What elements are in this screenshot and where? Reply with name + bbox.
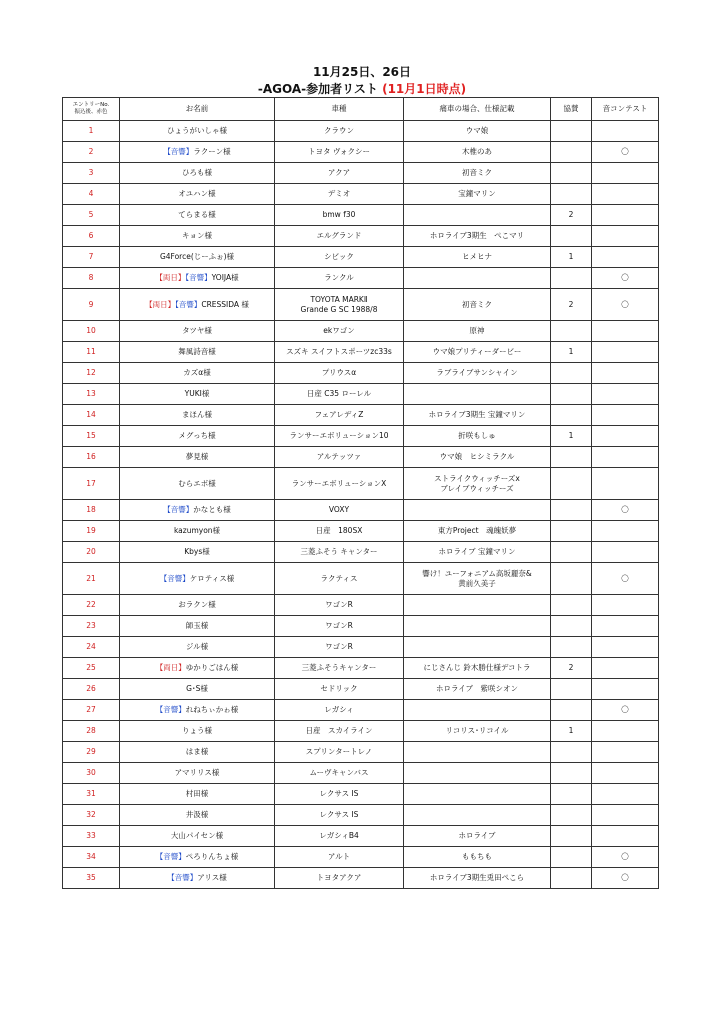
sound-tag: 【音響】 [185, 273, 212, 282]
car-cell: クラウン [275, 121, 404, 142]
table-row [63, 426, 659, 447]
header-entry-no: エントリーNo. 振込後、赤色 [63, 98, 120, 121]
entry-no-cell: 10 [63, 321, 120, 342]
sponsor-cell [551, 384, 592, 405]
entry-no-cell: 19 [63, 521, 120, 542]
car-cell: シビック [275, 247, 404, 268]
car-cell: 日産 C35 ローレル [275, 384, 404, 405]
table-row [63, 847, 659, 868]
sponsor-cell [551, 637, 592, 658]
table-row [63, 342, 659, 363]
itasha-spec-cell: ホロライブ3期生 ぺこマリ [404, 226, 551, 247]
table-row [63, 405, 659, 426]
car-cell: スプリンタートレノ [275, 742, 404, 763]
entry-no-cell: 35 [63, 868, 120, 889]
table-row [63, 563, 659, 595]
name-cell: りょう様 [120, 721, 275, 742]
table-row [63, 184, 659, 205]
sound-contest-cell [592, 405, 659, 426]
name-cell: G･S様 [120, 679, 275, 700]
itasha-spec-cell: 初音ミク [404, 163, 551, 184]
car-cell: レクサス IS [275, 784, 404, 805]
itasha-spec-cell [404, 700, 551, 721]
car-cell: セドリック [275, 679, 404, 700]
car-cell: ekワゴン [275, 321, 404, 342]
sound-contest-cell [592, 121, 659, 142]
itasha-spec-cell: 原神 [404, 321, 551, 342]
sound-contest-cell [592, 321, 659, 342]
table-row [63, 616, 659, 637]
name-cell: オユハン様 [120, 184, 275, 205]
header-itasha-spec: 痛車の場合、仕様記載 [404, 98, 551, 121]
car-cell: トヨタアクア [275, 868, 404, 889]
car-cell: ワゴンR [275, 595, 404, 616]
entry-no-cell: 30 [63, 763, 120, 784]
entry-no-cell: 15 [63, 426, 120, 447]
sound-contest-cell [592, 763, 659, 784]
sponsor-cell [551, 521, 592, 542]
sound-contest-cell: 〇 [592, 500, 659, 521]
title-main: -AGOA-参加者リスト [257, 82, 378, 96]
sponsor-cell [551, 763, 592, 784]
sound-contest-cell [592, 205, 659, 226]
itasha-spec-cell: リコリス･リコイル [404, 721, 551, 742]
sponsor-cell [551, 405, 592, 426]
document-title-dates: 11月25日、26日 [312, 65, 412, 79]
table-row [63, 226, 659, 247]
car-cell: ラクティス [275, 563, 404, 595]
entry-no-cell: 29 [63, 742, 120, 763]
car-cell: VOXY [275, 500, 404, 521]
table-header-row [63, 98, 659, 121]
name-cell: 【音響】かなとも様 [120, 500, 275, 521]
itasha-spec-cell: ウマ娘 ヒシミラクル [404, 447, 551, 468]
sound-tag: 【音響】 [167, 873, 198, 882]
sponsor-cell [551, 184, 592, 205]
itasha-spec-cell [404, 805, 551, 826]
sponsor-cell: 1 [551, 426, 592, 447]
table-row [63, 384, 659, 405]
itasha-spec-cell: 木椎のあ [404, 142, 551, 163]
table-row [63, 637, 659, 658]
entry-no-cell: 8 [63, 268, 120, 289]
itasha-spec-cell: 初音ミク [404, 289, 551, 321]
table-row [63, 447, 659, 468]
itasha-spec-cell: ヒメヒナ [404, 247, 551, 268]
itasha-spec-cell [404, 742, 551, 763]
itasha-spec-cell: ウマ娘プリティーダービー [404, 342, 551, 363]
car-cell: ランクル [275, 268, 404, 289]
entry-no-cell: 25 [63, 658, 120, 679]
sponsor-cell [551, 805, 592, 826]
sponsor-cell [551, 595, 592, 616]
sound-tag: 【音響】 [155, 852, 186, 861]
sound-tag: 【音響】 [155, 705, 186, 714]
itasha-spec-cell [404, 384, 551, 405]
table-row [63, 163, 659, 184]
car-cell: レクサス IS [275, 805, 404, 826]
table-row [63, 121, 659, 142]
name-cell: 師玉様 [120, 616, 275, 637]
sponsor-cell [551, 468, 592, 500]
itasha-spec-cell [404, 500, 551, 521]
title-as-of-note: (11月1日時点) [382, 82, 467, 96]
entry-no-cell: 4 [63, 184, 120, 205]
sponsor-cell: 2 [551, 289, 592, 321]
table-row [63, 247, 659, 268]
entry-no-cell: 7 [63, 247, 120, 268]
sponsor-cell [551, 847, 592, 868]
name-cell: 【両日】ゆかりごはん様 [120, 658, 275, 679]
itasha-spec-cell: ストライクウィッチーズx ブレイブウィッチーズ [404, 468, 551, 500]
entry-no-cell: 6 [63, 226, 120, 247]
name-cell: 【両日】【音響】CRESSIDA 様 [120, 289, 275, 321]
name-cell: 【音響】ケロティス様 [120, 563, 275, 595]
name-cell: むらエボ様 [120, 468, 275, 500]
sponsor-cell: 1 [551, 721, 592, 742]
entry-no-cell: 34 [63, 847, 120, 868]
sound-contest-cell [592, 363, 659, 384]
sponsor-cell [551, 363, 592, 384]
sound-contest-cell [592, 226, 659, 247]
car-cell: 日産 スカイライン [275, 721, 404, 742]
sound-contest-cell [592, 426, 659, 447]
name-cell: はま様 [120, 742, 275, 763]
name-cell: 【音響】アリス様 [120, 868, 275, 889]
entry-no-cell: 22 [63, 595, 120, 616]
sound-contest-cell [592, 679, 659, 700]
car-cell: プリウスα [275, 363, 404, 384]
itasha-spec-cell: ラブライブサンシャイン [404, 363, 551, 384]
sound-contest-cell [592, 742, 659, 763]
table-row [63, 763, 659, 784]
sound-contest-cell: 〇 [592, 868, 659, 889]
itasha-spec-cell: ももちも [404, 847, 551, 868]
entry-no-cell: 12 [63, 363, 120, 384]
table-row [63, 205, 659, 226]
table-row [63, 784, 659, 805]
name-cell: 舞風詩音様 [120, 342, 275, 363]
header-name: お名前 [120, 98, 275, 121]
itasha-spec-cell: ウマ娘 [404, 121, 551, 142]
sound-contest-cell [592, 247, 659, 268]
name-cell: まほん様 [120, 405, 275, 426]
entry-no-cell: 5 [63, 205, 120, 226]
table-row [63, 595, 659, 616]
table-row [63, 721, 659, 742]
car-cell: アクア [275, 163, 404, 184]
car-cell: デミオ [275, 184, 404, 205]
table-row [63, 700, 659, 721]
name-cell: アマリリス様 [120, 763, 275, 784]
name-cell: 大山パイセン様 [120, 826, 275, 847]
itasha-spec-cell: 折咲もしゅ [404, 426, 551, 447]
name-cell: ジル様 [120, 637, 275, 658]
entry-no-cell: 16 [63, 447, 120, 468]
document-title [0, 80, 724, 97]
sound-contest-cell [592, 342, 659, 363]
sound-contest-cell [592, 658, 659, 679]
sponsor-cell [551, 742, 592, 763]
entry-no-cell: 13 [63, 384, 120, 405]
entry-no-cell: 28 [63, 721, 120, 742]
name-cell: YUKI様 [120, 384, 275, 405]
sound-contest-cell [592, 184, 659, 205]
itasha-spec-cell: 響け！ユーフォニアム高坂麗奈& 黄前久美子 [404, 563, 551, 595]
sponsor-cell [551, 163, 592, 184]
sound-contest-cell [592, 468, 659, 500]
entry-no-cell: 27 [63, 700, 120, 721]
sponsor-cell [551, 826, 592, 847]
entry-no-cell: 24 [63, 637, 120, 658]
table-row [63, 363, 659, 384]
car-cell: bmw f30 [275, 205, 404, 226]
entry-no-cell: 21 [63, 563, 120, 595]
table-row [63, 468, 659, 500]
table-row [63, 268, 659, 289]
car-cell: ランサーエボリューション10 [275, 426, 404, 447]
car-cell: ワゴンR [275, 616, 404, 637]
car-cell: ワゴンR [275, 637, 404, 658]
entry-no-cell: 31 [63, 784, 120, 805]
sponsor-cell [551, 500, 592, 521]
car-cell: アルテッツァ [275, 447, 404, 468]
sound-contest-cell [592, 616, 659, 637]
itasha-spec-cell: ホロライブ 宝鐘マリン [404, 542, 551, 563]
entry-no-cell: 33 [63, 826, 120, 847]
table-row [63, 826, 659, 847]
sponsor-cell [551, 700, 592, 721]
entry-no-cell: 11 [63, 342, 120, 363]
itasha-spec-cell [404, 763, 551, 784]
name-cell: kazumyon様 [120, 521, 275, 542]
table-row [63, 742, 659, 763]
sponsor-cell: 2 [551, 658, 592, 679]
table-row [63, 542, 659, 563]
itasha-spec-cell [404, 616, 551, 637]
table-row [63, 521, 659, 542]
table-row [63, 679, 659, 700]
header-car: 車種 [275, 98, 404, 121]
sound-tag: 【音響】 [175, 299, 202, 309]
sponsor-cell [551, 142, 592, 163]
entry-no-cell: 18 [63, 500, 120, 521]
entry-no-cell: 2 [63, 142, 120, 163]
entry-no-cell: 9 [63, 289, 120, 321]
sound-contest-cell: 〇 [592, 700, 659, 721]
sound-tag: 【音響】 [163, 147, 194, 156]
sound-contest-cell [592, 595, 659, 616]
participant-table [62, 97, 659, 889]
itasha-spec-cell: ホロライブ [404, 826, 551, 847]
car-cell: 日産 180SX [275, 521, 404, 542]
sponsor-cell: 1 [551, 342, 592, 363]
sound-contest-cell [592, 163, 659, 184]
itasha-spec-cell: にじさんじ 鈴木勝仕様デコトラ [404, 658, 551, 679]
sponsor-cell [551, 542, 592, 563]
itasha-spec-cell [404, 595, 551, 616]
sound-contest-cell [592, 805, 659, 826]
entry-no-cell: 26 [63, 679, 120, 700]
name-cell: てらまる様 [120, 205, 275, 226]
car-cell: スズキ スイフトスポーツzc33s [275, 342, 404, 363]
sponsor-cell [551, 226, 592, 247]
sponsor-cell [551, 268, 592, 289]
car-cell: TOYOTA MARKⅡ Grande G SC 1988/8 [275, 289, 404, 321]
table-row [63, 321, 659, 342]
name-cell: おラクン様 [120, 595, 275, 616]
name-cell: メグっち様 [120, 426, 275, 447]
sponsor-cell [551, 447, 592, 468]
name-cell: 【音響】れねちぃかゎ様 [120, 700, 275, 721]
car-cell: レガシィ [275, 700, 404, 721]
car-cell: アルト [275, 847, 404, 868]
both-days-tag: 【両日】 [155, 273, 186, 282]
car-cell: 三菱ふそう キャンター [275, 542, 404, 563]
name-cell: キョン様 [120, 226, 275, 247]
entry-no-cell: 17 [63, 468, 120, 500]
both-days-tag: 【両日】 [145, 299, 176, 309]
entry-no-cell: 20 [63, 542, 120, 563]
name-cell: 【音響】ラクーン様 [120, 142, 275, 163]
header-sound-contest: 音コンテスト [592, 98, 659, 121]
name-cell: G4Force(じーふぉ)様 [120, 247, 275, 268]
entry-no-cell: 3 [63, 163, 120, 184]
sound-contest-cell: 〇 [592, 142, 659, 163]
itasha-spec-cell: ホロライブ 紫咲シオン [404, 679, 551, 700]
sponsor-cell [551, 121, 592, 142]
both-days-tag: 【両日】 [155, 663, 186, 672]
name-cell: ひろも様 [120, 163, 275, 184]
name-cell: ひょうがいしゃ様 [120, 121, 275, 142]
sound-contest-cell [592, 447, 659, 468]
itasha-spec-cell [404, 205, 551, 226]
car-cell: レガシィB4 [275, 826, 404, 847]
sound-contest-cell [592, 826, 659, 847]
car-cell: ランサーエボリューションX [275, 468, 404, 500]
name-cell: Kbys様 [120, 542, 275, 563]
sound-contest-cell: 〇 [592, 268, 659, 289]
sponsor-cell [551, 679, 592, 700]
entry-no-cell: 32 [63, 805, 120, 826]
itasha-spec-cell: 東方Project 魂魄妖夢 [404, 521, 551, 542]
name-cell: 村田様 [120, 784, 275, 805]
car-cell: ムーヴキャンバス [275, 763, 404, 784]
itasha-spec-cell [404, 784, 551, 805]
table-row [63, 500, 659, 521]
sound-contest-cell: 〇 [592, 847, 659, 868]
table-row [63, 142, 659, 163]
car-cell: トヨタ ヴォクシー [275, 142, 404, 163]
sponsor-cell [551, 868, 592, 889]
sponsor-cell: 1 [551, 247, 592, 268]
sound-contest-cell [592, 521, 659, 542]
entry-no-cell: 14 [63, 405, 120, 426]
name-cell: タツヤ様 [120, 321, 275, 342]
itasha-spec-cell: ホロライブ3期生兎田ぺこら [404, 868, 551, 889]
table-row [63, 289, 659, 321]
itasha-spec-cell [404, 637, 551, 658]
table-row [63, 868, 659, 889]
sound-contest-cell: 〇 [592, 563, 659, 595]
sponsor-cell [551, 563, 592, 595]
sound-tag: 【音響】 [163, 505, 194, 514]
sponsor-cell: 2 [551, 205, 592, 226]
name-cell: 夢見様 [120, 447, 275, 468]
sound-contest-cell [592, 384, 659, 405]
car-cell: フェアレディZ [275, 405, 404, 426]
sponsor-cell [551, 616, 592, 637]
table-row [63, 805, 659, 826]
itasha-spec-cell: ホロライブ3期生 宝鐘マリン [404, 405, 551, 426]
name-cell: 井汲様 [120, 805, 275, 826]
table-row [63, 658, 659, 679]
sound-contest-cell: 〇 [592, 289, 659, 321]
car-cell: エルグランド [275, 226, 404, 247]
name-cell: 【音響】ぺろりんちょ様 [120, 847, 275, 868]
sound-contest-cell [592, 784, 659, 805]
entry-no-cell: 23 [63, 616, 120, 637]
itasha-spec-cell: 宝鐘マリン [404, 184, 551, 205]
sponsor-cell [551, 321, 592, 342]
sound-tag: 【音響】 [159, 573, 190, 583]
itasha-spec-cell [404, 268, 551, 289]
name-cell: 【両日】【音響】YOIJA様 [120, 268, 275, 289]
entry-no-cell: 1 [63, 121, 120, 142]
sound-contest-cell [592, 542, 659, 563]
sound-contest-cell [592, 721, 659, 742]
sound-contest-cell [592, 637, 659, 658]
name-cell: カズα様 [120, 363, 275, 384]
sponsor-cell [551, 784, 592, 805]
car-cell: 三菱ふそうキャンター [275, 658, 404, 679]
header-sponsor: 協賛 [551, 98, 592, 121]
